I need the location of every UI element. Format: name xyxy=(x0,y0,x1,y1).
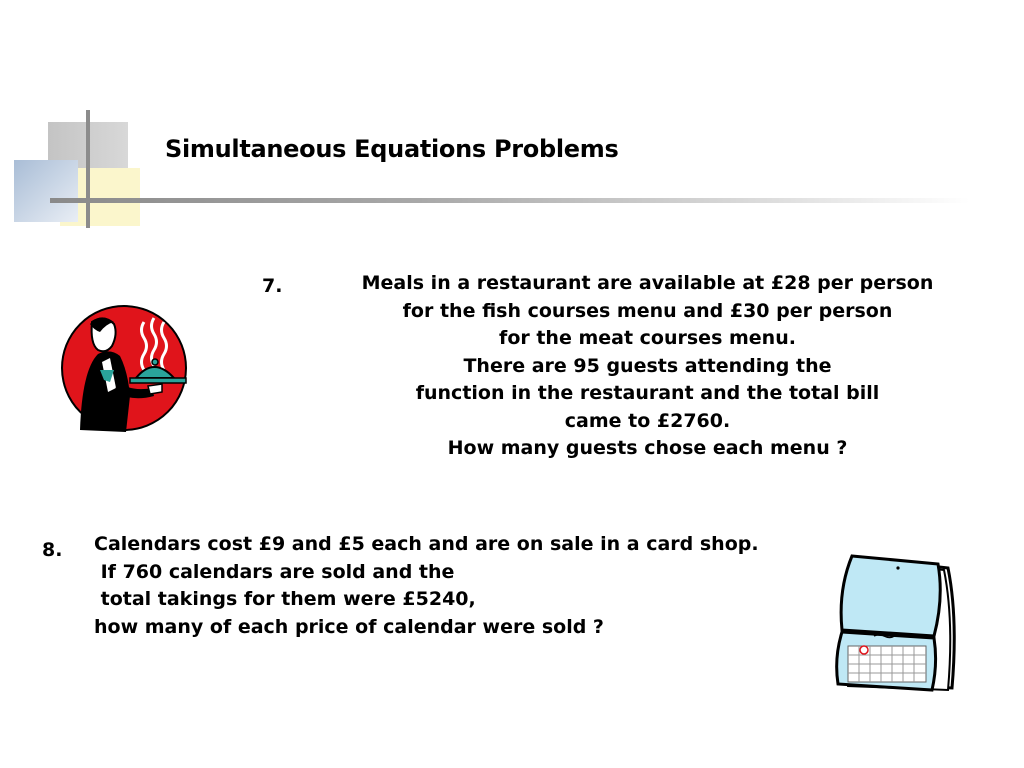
question-8-line: Calendars cost £9 and £5 each and are on sale in a card shop. xyxy=(94,533,759,555)
question-7-number: 7. xyxy=(262,275,283,297)
question-7-line: Meals in a restaurant are available at £28 per person xyxy=(361,272,934,294)
question-8-number: 8. xyxy=(42,539,63,561)
question-7-line: came to £2760. xyxy=(564,409,731,432)
question-7-line: There are 95 guests attending the xyxy=(463,354,832,377)
question-8-line: total takings for them were £5240, xyxy=(94,588,476,610)
question-7-text xyxy=(340,270,955,463)
question-7-line: for the meat courses menu. xyxy=(499,327,796,349)
question-7-line: for the fish courses menu and £30 per person xyxy=(402,299,893,322)
calendar-icon xyxy=(830,550,960,698)
title-underline xyxy=(50,198,970,203)
corner-decoration xyxy=(0,0,200,240)
question-8-line: If 760 calendars are sold and the xyxy=(94,560,455,583)
slide-title: Simultaneous Equations Problems xyxy=(165,135,619,163)
waiter-icon xyxy=(56,302,191,434)
question-7-line: How many guests chose each menu ? xyxy=(447,437,848,459)
question-8-text xyxy=(94,531,759,641)
question-8-line: how many of each price of calendar were sold ? xyxy=(94,615,604,638)
question-7-line: function in the restaurant and the total bill xyxy=(415,382,880,404)
